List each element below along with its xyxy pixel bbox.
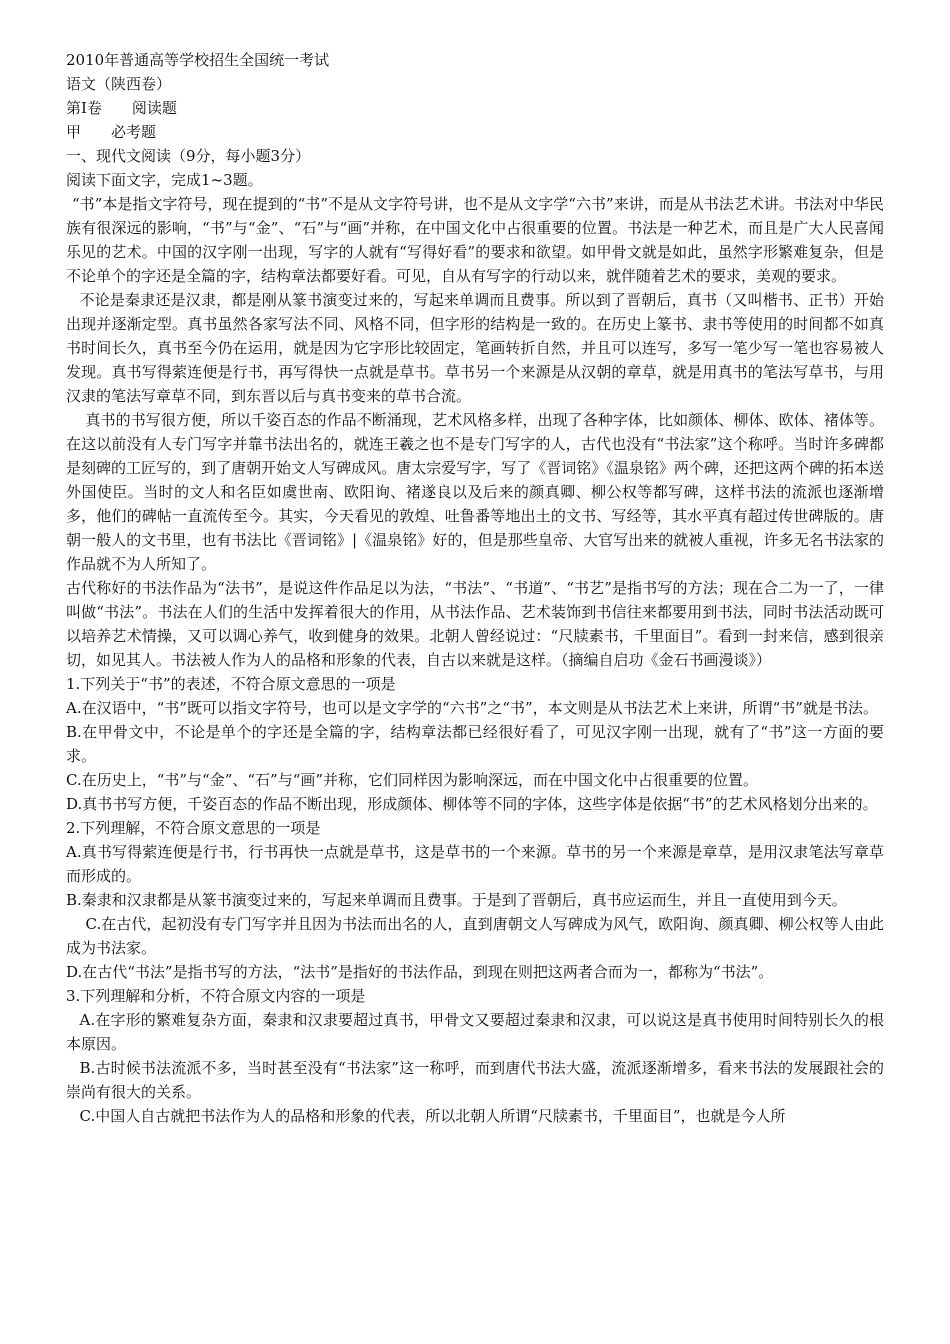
sub-section-heading: 一、现代文阅读（9分，每小题3分） — [66, 147, 311, 165]
reading-instruction: 阅读下面文字，完成1~3题。 — [66, 171, 263, 189]
question-3-option-a: A.在字形的繁难复杂方面，秦隶和汉隶要超过真书，甲骨文又要超过秦隶和汉隶，可以说这是真书使用时间特别长久的根本原因。 — [66, 1011, 884, 1053]
question-1-option-d: D.真书书写方便，千姿百态的作品不断出现，形成颜体、柳体等不同的字体，这些字体是依据“书”的艺术风格划分出来的。 — [66, 795, 878, 813]
passage-paragraph-4: 古代称好的书法作品为“法书”，是说这件作品足以为法，“书法”、“书道”、“书艺”是指书写的方法；现在合二为一了，一律叫做“书法”。书法在人们的生活中发挥着很大的作用，从书法作品、艺术装饰到书信往来都要用到书法，同时书法活动既可以培养艺术情操，又可以调心养气，收到健身的效果。北朝人曾经说过：“尺牍素书，千里面目”。看到一封来信，感到很亲切，如见其人。书法被人作为人的品格和形象的代表，自古以来就是这样。（摘编自启功《金石书画漫谈》） — [66, 579, 884, 669]
question-3-stem: 3.下列理解和分析，不符合原文内容的一项是 — [66, 987, 366, 1005]
subject-title: 语文（陕西卷） — [66, 75, 172, 93]
question-1-option-a: A.在汉语中，“书”既可以指文字符号，也可以是文字学的“六书”之“书”，本文则是从书法艺术上来讲，所谓“书”就是书法。 — [66, 699, 878, 717]
question-1-option-c: C.在历史上，“书”与“金”、“石”与“画”并称，它们同样因为影响深远，而在中国文化中占很重要的位置。 — [66, 771, 759, 789]
exam-title: 2010年普通高等学校招生全国统一考试 — [66, 51, 330, 69]
question-2-option-c: C.在古代，起初没有专门写字并且因为书法而出名的人，直到唐朝文人写碑成为风气，欧阳询、颜真卿、柳公权等人由此成为书法家。 — [66, 915, 884, 957]
passage-paragraph-2: 不论是秦隶还是汉隶，都是刚从篆书演变过来的，写起来单调而且费事。所以到了晋朝后，真书（又叫楷书、正书）开始出现并逐渐定型。真书虽然各家写法不同、风格不同，但字形的结构是一致的。在历史上篆书、隶书等使用的时间都不如真书时间长久，真书至今仍在运用，就是因为它字形比较固定，笔画转折自然，并且可以连写，多写一笔少写一笔也容易被人发现。真书写得萦连便是行书，再写得快一点就是草书。草书另一个来源是从汉朝的章草，就是用真书的笔法写草书，与用汉隶的笔法写章草不同，到东晋以后与真书变来的草书合流。 — [66, 291, 884, 405]
question-2-option-b: B.秦隶和汉隶都是从篆书演变过来的，写起来单调而且费事。于是到了晋朝后，真书应运而生，并且一直使用到今天。 — [66, 891, 847, 909]
question-1-stem: 1.下列关于“书”的表述，不符合原文意思的一项是 — [66, 675, 396, 693]
document-page — [66, 48, 884, 1128]
question-3-option-c: C.中国人自古就把书法作为人的品格和形象的代表，所以北朝人所谓“尺牍素书，千里面目”，也就是今人所 — [79, 1107, 786, 1125]
passage-paragraph-3: 真书的书写很方便，所以千姿百态的作品不断涌现，艺术风格多样，出现了各种字体，比如颜体、柳体、欧体、褚体等。在这以前没有人专门写字并靠书法出名的，就连王羲之也不是专门写字的人，古代也没有“书法家”这个称呼。当时许多碑都是刻碑的工匠写的，到了唐朝开始文人写碑成风。唐太宗爱写字，写了《晋词铭》《温泉铭》两个碑，还把这两个碑的拓本送外国使臣。当时的文人和名臣如虞世南、欧阳询、褚遂良以及后来的颜真卿、柳公权等都写碑，这样书法的流派也逐渐增多，他们的碑帖一直流传至今。其实，今天看见的敦煌、吐鲁番等地出土的文书、写经等，其水平真有超过传世碑版的。唐朝一般人的文书里，也有书法比《晋词铭》|《温泉铭》好的，但是那些皇帝、大官写出来的就被人重视，许多无名书法家的作品就不为人所知了。 — [66, 411, 884, 573]
part-heading: 第Ⅰ卷 阅读题 — [66, 99, 177, 117]
question-2-stem: 2.下列理解，不符合原文意思的一项是 — [66, 819, 321, 837]
question-1-option-b: B.在甲骨文中，不论是单个的字还是全篇的字，结构章法都已经很好看了，可见汉字刚一出现，就有了“书”这一方面的要求。 — [66, 723, 884, 765]
question-2-option-a: A.真书写得萦连便是行书，行书再快一点就是草书，这是草书的一个来源。草书的另一个来源是章草，是用汉隶笔法写章草而形成的。 — [66, 843, 884, 885]
section-heading: 甲 必考题 — [66, 123, 157, 141]
question-2-option-d: D.在古代“书法”是指书写的方法，“法书”是指好的书法作品，到现在则把这两者合而为一，都称为“书法”。 — [66, 963, 774, 981]
question-3-option-b: B.古时候书法流派不多，当时甚至没有“书法家”这一称呼，而到唐代书法大盛，流派逐渐增多，看来书法的发展跟社会的崇尚有很大的关系。 — [66, 1059, 884, 1101]
passage-paragraph-1: “书”本是指文字符号，现在提到的“书”不是从文字符号讲，也不是从文字学“六书”来讲，而是从书法艺术讲。书法对中华民族有很深远的影响，“书”与“金”、“石”与“画”并称，在中国文化中占很重要的位置。书法是一种艺术，而且是广大人民喜闻乐见的艺术。中国的汉字刚一出现，写字的人就有“写得好看”的要求和欲望。如甲骨文就是如此，虽然字形繁难复杂，但是不论单个的字还是全篇的字，结构章法都要好看。可见，自从有写字的行动以来，就伴随着艺术的要求，美观的要求。 — [66, 195, 884, 285]
